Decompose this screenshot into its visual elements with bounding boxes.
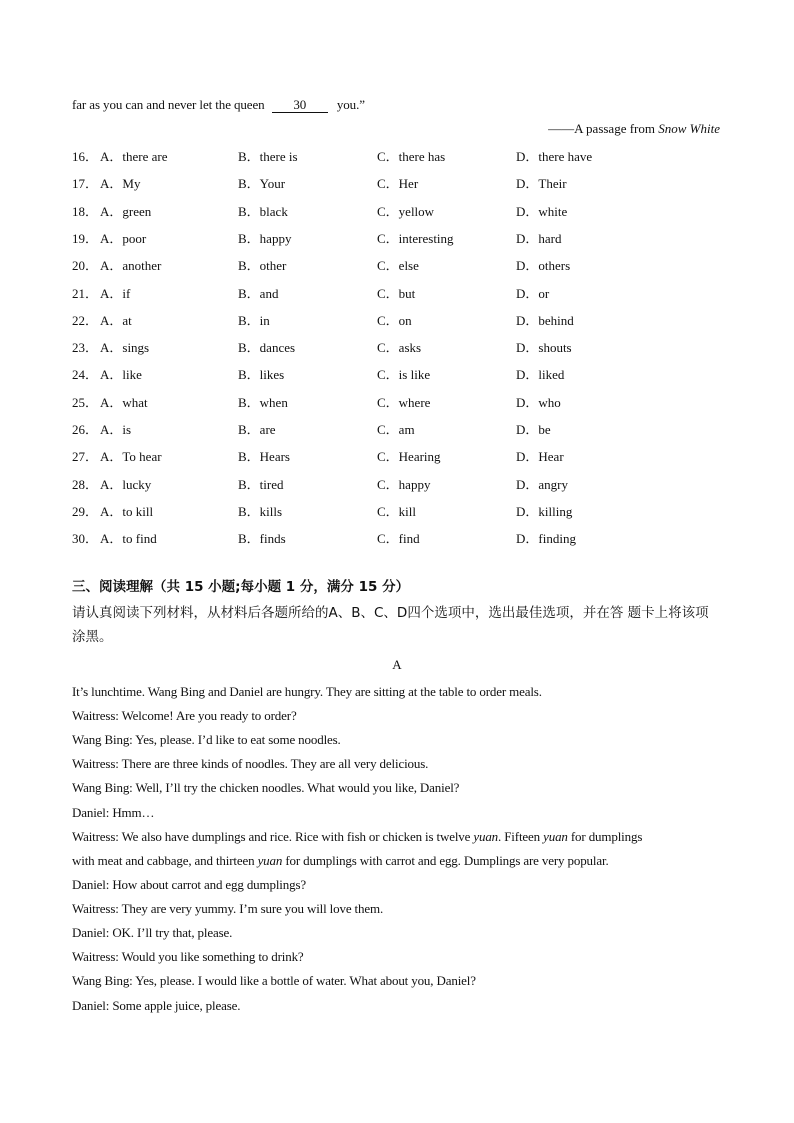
option-a[interactable]: A．green xyxy=(100,203,152,219)
option-c[interactable]: C．happy xyxy=(377,476,431,492)
option-d[interactable]: D．killing xyxy=(516,503,573,519)
question-number: 27． xyxy=(72,449,99,465)
option-a[interactable]: A．another xyxy=(100,258,162,274)
option-b[interactable]: B．happy xyxy=(238,230,292,246)
dialogue-line xyxy=(72,829,642,845)
dialogue-line: Wang Bing: Well, I’ll try the chicken noodles. What would you like, Daniel? xyxy=(72,780,460,795)
dialogue-line: Daniel: OK. I’ll try that, please. xyxy=(72,925,233,940)
passage-label: A xyxy=(392,657,402,672)
question-number: 16． xyxy=(72,149,99,164)
dialogue-line: Daniel: How about carrot and egg dumplings? xyxy=(72,877,306,892)
question-number: 22． xyxy=(72,312,99,328)
option-b[interactable]: B．in xyxy=(238,312,270,328)
option-b[interactable]: B．kills xyxy=(238,503,283,519)
option-b[interactable]: B．likes xyxy=(238,367,285,383)
option-c[interactable]: C．there has xyxy=(377,149,446,164)
dialogue-text: with meat and cabbage, and thirteen xyxy=(72,853,258,868)
option-c[interactable]: C．interesting xyxy=(377,230,454,246)
question-number: 25． xyxy=(72,394,99,410)
option-a[interactable]: A．My xyxy=(100,176,141,192)
passage-text-end: you.” xyxy=(336,97,365,112)
option-a[interactable]: A．is xyxy=(100,422,132,437)
option-d[interactable]: D．or xyxy=(516,285,550,301)
dialogue-line: Wang Bing: Yes, please. I’d like to eat some noodles. xyxy=(72,732,341,747)
option-c[interactable]: C．Hearing xyxy=(377,449,441,465)
option-c[interactable]: C．Her xyxy=(377,176,419,192)
option-d[interactable]: D．hard xyxy=(516,230,562,246)
source-prefix: ——A passage from xyxy=(548,121,659,136)
passage-source xyxy=(548,121,720,137)
currency-word: yuan xyxy=(257,853,283,868)
option-a[interactable]: A．at xyxy=(100,312,132,328)
dialogue-line: Wang Bing: Yes, please. I would like a bottle of water. What about you, Daniel? xyxy=(72,973,476,988)
dialogue-line: Waitress: Would you like something to drink? xyxy=(72,949,304,964)
dialogue-text: for dumplings with carrot and egg. Dumplings are very popular. xyxy=(282,853,609,868)
dialogue-line: Waitress: There are three kinds of noodles. They are all very delicious. xyxy=(72,756,429,771)
option-d[interactable]: D．behind xyxy=(516,312,574,328)
question-number: 17． xyxy=(72,176,99,192)
option-a[interactable]: A．lucky xyxy=(100,476,152,492)
option-c[interactable]: C．yellow xyxy=(377,203,435,219)
question-number: 28． xyxy=(72,476,99,492)
dialogue-line: Daniel: Hmm… xyxy=(72,805,155,820)
option-c[interactable]: C．on xyxy=(377,312,412,328)
option-a[interactable]: A．what xyxy=(100,394,148,410)
option-b[interactable]: B．are xyxy=(238,422,276,437)
option-b[interactable]: B．when xyxy=(238,394,288,410)
option-c[interactable]: C．find xyxy=(377,531,420,547)
option-c[interactable]: C．where xyxy=(377,394,431,410)
option-b[interactable]: B．Hears xyxy=(238,449,290,465)
currency-word: yuan xyxy=(543,829,568,844)
passage-last-line xyxy=(72,97,365,113)
dialogue-line: Waitress: Welcome! Are you ready to order? xyxy=(72,708,297,723)
option-c[interactable]: C．asks xyxy=(377,340,422,356)
dialogue-line: It’s lunchtime. Wang Bing and Daniel are hungry. They are sitting at the table to order meals. xyxy=(72,684,542,699)
option-a[interactable]: A．like xyxy=(100,367,142,383)
option-d[interactable]: D．shouts xyxy=(516,340,572,356)
dialogue-line: Daniel: Some apple juice, please. xyxy=(72,998,241,1013)
option-b[interactable]: B．dances xyxy=(238,340,296,356)
question-number: 18． xyxy=(72,203,99,219)
option-a[interactable]: A．to find xyxy=(100,531,157,547)
option-a[interactable]: A．there are xyxy=(100,149,168,164)
option-c[interactable]: C．but xyxy=(377,285,416,301)
section-heading: 三、阅读理解（共 15 小题;每小题 1 分，满分 15 分） xyxy=(72,579,410,595)
dialogue-text: for dumplings xyxy=(567,829,643,844)
question-number: 21． xyxy=(72,285,99,301)
option-c[interactable]: C．is like xyxy=(377,367,431,383)
option-d[interactable]: D．others xyxy=(516,258,571,274)
option-a[interactable]: A．poor xyxy=(100,230,147,246)
currency-word: yuan xyxy=(473,829,499,844)
question-number: 26． xyxy=(72,422,99,437)
dialogue-line: Waitress: They are very yummy. I’m sure you will love them. xyxy=(72,901,384,916)
source-title: Snow White xyxy=(658,121,720,136)
question-number: 19． xyxy=(72,230,99,246)
section-instruction: 请认真阅读下列材料，从材料后各题所给的A、B、C、D四个选项中，选出最佳选项，并在答 题卡上将该项涂黑。 xyxy=(72,605,709,645)
option-b[interactable]: B．Your xyxy=(238,176,286,192)
option-a[interactable]: A．if xyxy=(100,285,131,301)
dialogue-text: Waitress: We also have dumplings and rice. Rice with fish or chicken is twelve xyxy=(72,829,474,844)
passage-text: far as you can and never let the queen xyxy=(72,97,265,112)
dialogue-text: . Fifteen xyxy=(498,829,544,844)
dialogue-line xyxy=(72,853,609,869)
option-d[interactable]: D．Their xyxy=(516,176,567,192)
answer-blank xyxy=(272,98,328,113)
question-number: 29． xyxy=(72,503,99,519)
option-a[interactable]: A．sings xyxy=(100,340,150,356)
option-d[interactable]: D．white xyxy=(516,203,568,219)
option-b[interactable]: B．other xyxy=(238,258,287,274)
question-number: 24． xyxy=(72,367,99,383)
question-number: 20． xyxy=(72,258,99,274)
option-b[interactable]: B．black xyxy=(238,203,288,219)
option-c[interactable]: C．am xyxy=(377,422,415,437)
option-a[interactable]: A．To hear xyxy=(100,449,162,465)
option-c[interactable]: C．else xyxy=(377,258,419,274)
option-b[interactable]: B．there is xyxy=(238,149,298,164)
option-d[interactable]: D．there have xyxy=(516,149,593,164)
option-b[interactable]: B．finds xyxy=(238,531,286,547)
option-a[interactable]: A．to kill xyxy=(100,503,154,519)
option-b[interactable]: B．and xyxy=(238,285,279,301)
option-d[interactable]: D．angry xyxy=(516,476,568,492)
option-d[interactable]: D．who xyxy=(516,394,561,410)
option-d[interactable]: D．Hear xyxy=(516,449,564,465)
option-d[interactable]: D．liked xyxy=(516,367,565,383)
option-d[interactable]: D．be xyxy=(516,422,551,437)
option-c[interactable]: C．kill xyxy=(377,503,417,519)
option-d[interactable]: D．finding xyxy=(516,531,576,547)
question-number: 30． xyxy=(72,531,99,547)
blank-number: 30 xyxy=(293,97,307,112)
option-b[interactable]: B．tired xyxy=(238,476,284,492)
question-number: 23． xyxy=(72,340,99,356)
